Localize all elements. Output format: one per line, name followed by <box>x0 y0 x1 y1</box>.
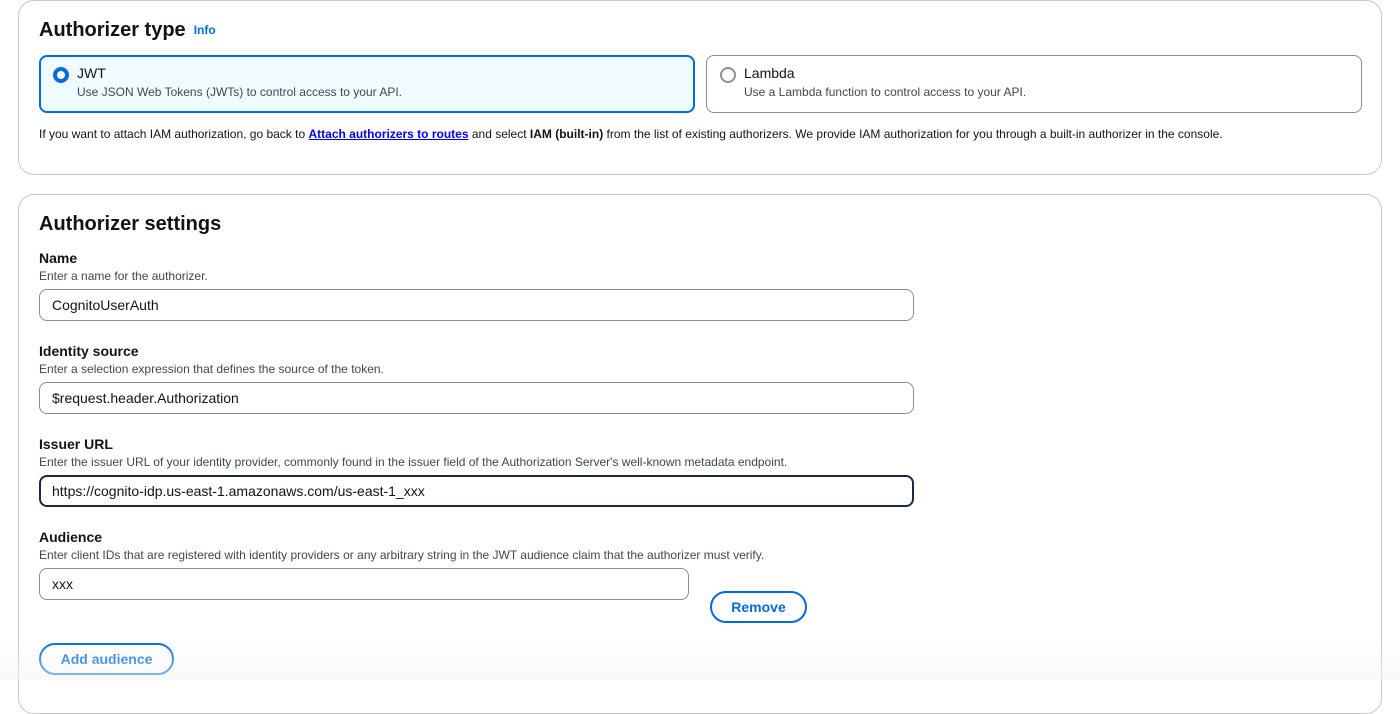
lambda-radio[interactable] <box>720 67 736 83</box>
note-text-suffix: from the list of existing authorizers. We provide IAM authorization for you through a built-in authorizer in the console. <box>603 127 1222 141</box>
authorizer-type-heading <box>39 19 216 42</box>
info-link[interactable]: Info <box>194 23 216 37</box>
issuer-url-label: Issuer URL <box>39 436 113 452</box>
jwt-option-tile[interactable] <box>39 55 695 113</box>
note-text-bold: IAM (built-in) <box>530 127 603 141</box>
authorizer-type-title: Authorizer type <box>39 19 186 41</box>
authorizer-settings-panel <box>18 194 1382 714</box>
lambda-option-title: Lambda <box>744 65 795 81</box>
audience-description: Enter client IDs that are registered with identity providers or any arbitrary string in the JWT audience claim that the authorizer must verify. <box>39 548 764 562</box>
audience-input[interactable] <box>39 568 689 600</box>
remove-audience-button[interactable]: Remove <box>710 591 807 623</box>
name-label: Name <box>39 250 77 266</box>
lambda-option-description: Use a Lambda function to control access to your API. <box>744 85 1026 99</box>
authorizer-settings-heading: Authorizer settings <box>39 213 221 236</box>
issuer-url-description: Enter the issuer URL of your identity provider, commonly found in the issuer field of the Authorization Server's well-known metadata endpoint. <box>39 455 787 469</box>
issuer-url-input[interactable] <box>39 475 914 507</box>
name-description: Enter a name for the authorizer. <box>39 269 208 283</box>
authorizer-type-panel <box>18 0 1382 175</box>
note-text-prefix: If you want to attach IAM authorization, go back to <box>39 127 308 141</box>
attach-authorizers-link[interactable]: Attach authorizers to routes <box>308 127 468 141</box>
name-input[interactable] <box>39 289 914 321</box>
jwt-radio[interactable] <box>53 67 69 83</box>
identity-source-input[interactable] <box>39 382 914 414</box>
jwt-option-description: Use JSON Web Tokens (JWTs) to control access to your API. <box>77 85 402 99</box>
iam-authorization-note <box>39 127 1223 141</box>
jwt-option-title: JWT <box>77 65 106 81</box>
identity-source-description: Enter a selection expression that defines the source of the token. <box>39 362 384 376</box>
audience-label: Audience <box>39 529 102 545</box>
add-audience-button[interactable]: Add audience <box>39 643 174 675</box>
note-text-middle: and select <box>469 127 530 141</box>
lambda-option-tile[interactable] <box>706 55 1362 113</box>
identity-source-label: Identity source <box>39 343 139 359</box>
